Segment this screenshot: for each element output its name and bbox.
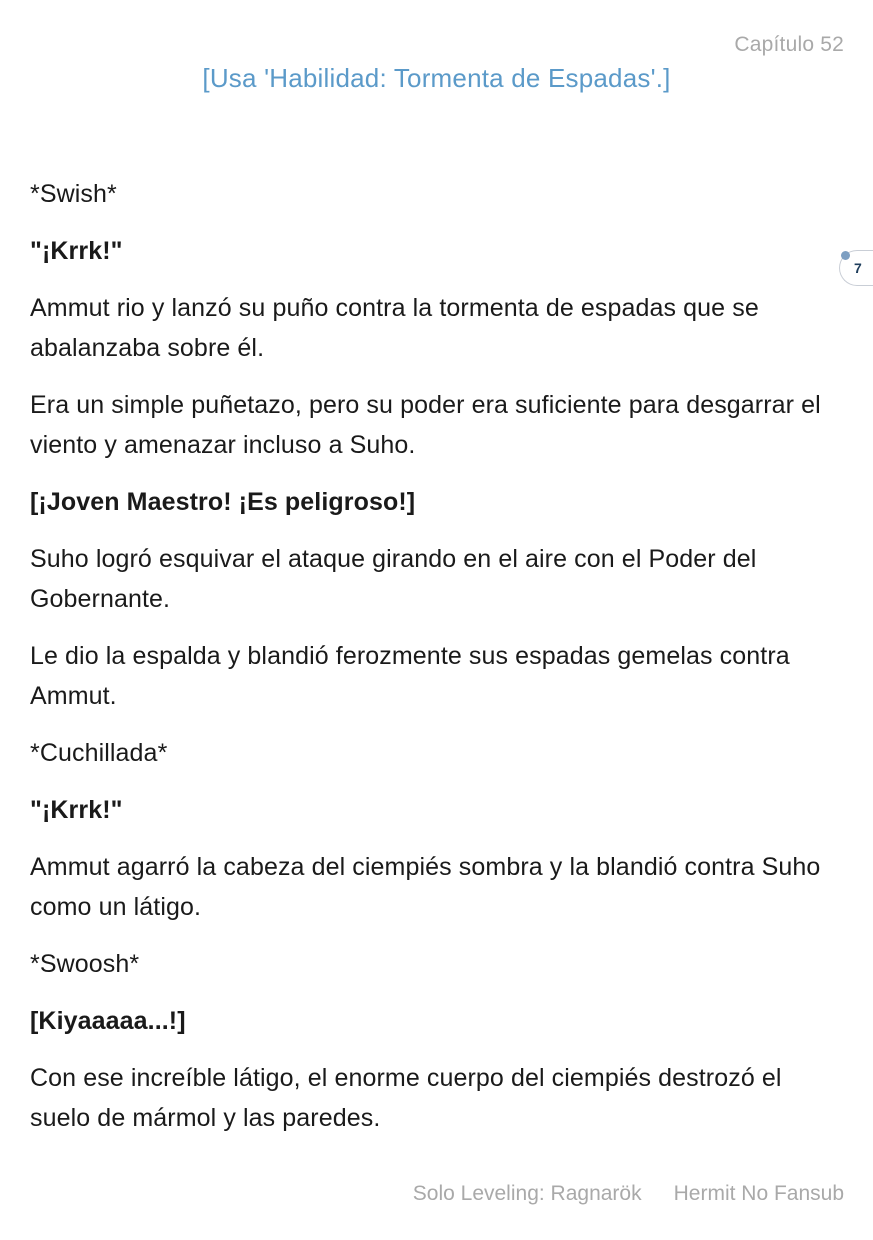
chapter-label: Capítulo 52	[734, 33, 844, 56]
paragraph: Ammut rio y lanzó su puño contra la tormenta de espadas que se abalanzaba sobre él.	[30, 294, 759, 362]
page-number: 7	[854, 260, 862, 276]
page-indicator-tab[interactable]	[839, 250, 873, 286]
paragraph: *Cuchillada*	[30, 739, 168, 767]
paragraph: [Kiyaaaaa...!]	[30, 1007, 186, 1035]
system-message: [Usa 'Habilidad: Tormenta de Espadas'.]	[202, 63, 671, 93]
chapter-content	[30, 174, 845, 1155]
paragraph: *Swish*	[30, 180, 117, 208]
paragraph: Con ese increíble látigo, el enorme cuerpo del ciempiés destrozó el suelo de mármol y las paredes.	[30, 1064, 782, 1132]
paragraph: *Swoosh*	[30, 950, 140, 978]
indicator-dot-icon	[841, 251, 850, 260]
paragraph: Era un simple puñetazo, pero su poder era suficiente para desgarrar el viento y amenazar incluso a Suho.	[30, 391, 821, 459]
paragraph: Ammut agarró la cabeza del ciempiés sombra y la blandió contra Suho como un látigo.	[30, 853, 821, 921]
novel-title: Solo Leveling: Ragnarök	[412, 1182, 642, 1205]
paragraph: "¡Krrk!"	[30, 796, 123, 824]
paragraph: Suho logró esquivar el ataque girando en el aire con el Poder del Gobernante.	[30, 545, 757, 613]
paragraph: "¡Krrk!"	[30, 237, 123, 265]
paragraph: [¡Joven Maestro! ¡Es peligroso!]	[30, 488, 416, 516]
paragraph: Le dio la espalda y blandió ferozmente sus espadas gemelas contra Ammut.	[30, 642, 790, 710]
translator-group: Hermit No Fansub	[673, 1182, 844, 1205]
footer	[413, 1182, 844, 1206]
